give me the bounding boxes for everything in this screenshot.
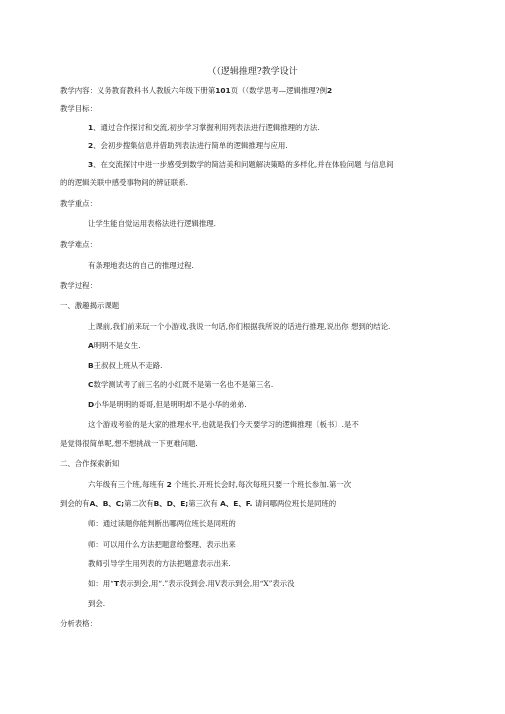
- content-line: 的的逻辑关联中感受事物间的辨证联系.: [60, 178, 188, 187]
- statement-b: B王叔叔上班从不走路.: [88, 361, 163, 370]
- objective-3: 3、在交流探讨中进一步感受到数学的简洁美和问题解决策略的多样化,并在体验问题 与信息间: [88, 160, 394, 169]
- content-line: 师：可以用什么方法把题意给整理、表示出来: [88, 540, 236, 549]
- section-heading: 一、激趣揭示课题: [60, 301, 120, 310]
- statement-d: D小华是明明的哥哥,但是明明却不是小华的弟弟.: [88, 400, 247, 409]
- content-line: 到会.: [88, 599, 106, 608]
- content-line: 这个游戏考验的是大家的推理水平,也就是我们今天要学习的逻辑推理〔板书〕.是不: [88, 420, 359, 429]
- problem-line: 六年级有三个班,每班有 2 个班长.开班长会时,每次每班只要一个班长参加.第一次: [88, 480, 352, 489]
- content-line: 教师引导学生用列表的方法把题意表示出来.: [88, 559, 231, 568]
- section-heading: 教学目标：: [60, 104, 97, 113]
- problem-line: 到会的有A、B、C;第二次有B、D、E;第三次有 A、E、F. 请问哪两位班长是同班的: [60, 499, 337, 508]
- content-line: 让学生能自觉运用表格法进行逻辑推理.: [88, 219, 216, 228]
- objective-2: 2、会初步搜集信息并借助列表法进行简单的逻辑推理与应用.: [88, 141, 288, 150]
- section-heading: 教学重点：: [60, 199, 97, 208]
- content-line: 师：通过读题你能判断出哪两位班长是同班的: [88, 519, 236, 528]
- section-heading: 分析表格：: [60, 619, 97, 628]
- objective-1: 1、通过合作探讨和交流,初步学习掌握利用列表法进行逻辑推理的方法.: [88, 123, 320, 132]
- document-title: （（逻辑推理?教学设计: [207, 67, 298, 77]
- section-heading: 教学难点：: [60, 240, 97, 249]
- content-line: 有条理地表达的自己的推理过程.: [88, 261, 194, 270]
- statement-c: C数学测试考了前三名的小红既不是第一名也不是第三名.: [88, 380, 274, 389]
- section-heading: 教学过程：: [60, 281, 97, 290]
- content-line: 如：用“T表示到会,用“.”表示没到会.用V表示到会,用“X”表示没: [88, 579, 295, 588]
- section-heading: 二、合作探索新知: [60, 459, 120, 468]
- content-line: 教学内容：义务教育教科书人教版六年级下册第101页（（数学思考—逻辑推理?例2: [60, 86, 333, 95]
- content-line: 是觉得很简单呢,想不想挑战一下更难问题.: [60, 439, 198, 448]
- content-line: 上课前,我们前来玩一个小游戏,我说一句话,你们根据我所说的话进行推理,说出你 想到的结论.: [88, 322, 391, 331]
- statement-a: A明明不是女生.: [88, 341, 141, 350]
